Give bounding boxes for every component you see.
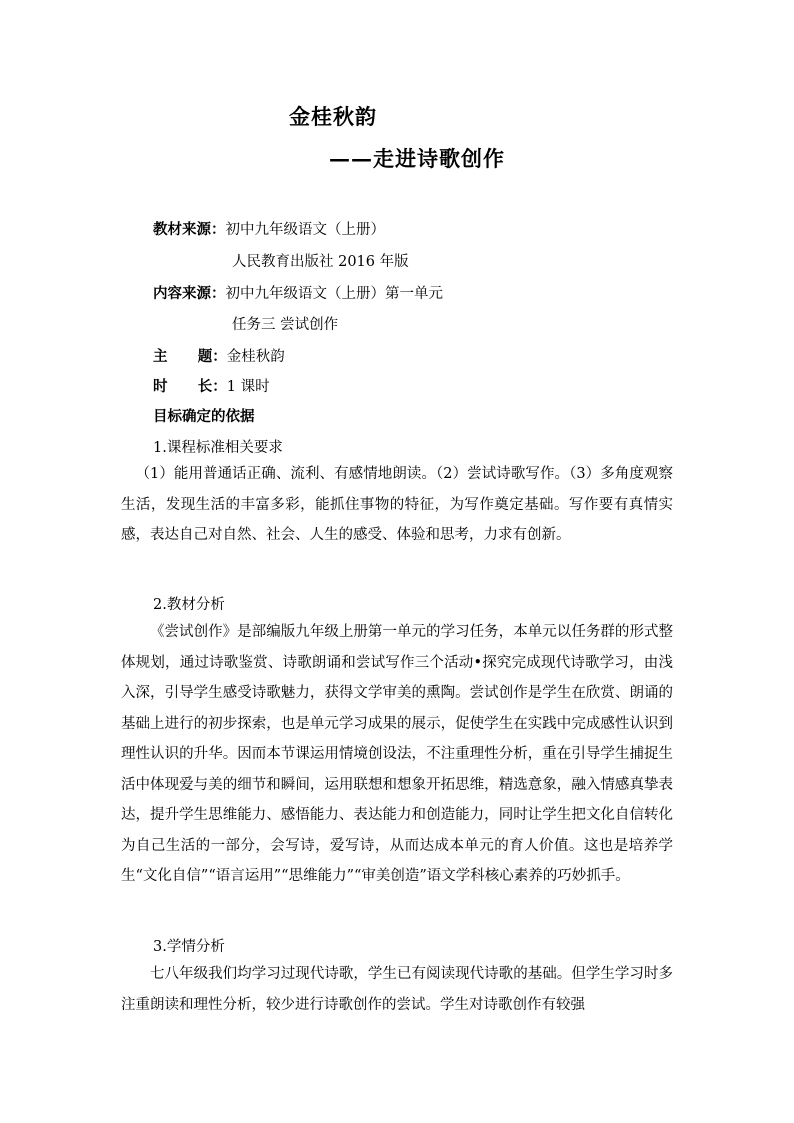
content-task: 任务三 尝试创作 [232,317,339,333]
theme-label: 主 题： [153,348,227,365]
theme-value: 金桂秋韵 [226,349,285,365]
source-label: 教材来源： [153,221,226,238]
paragraph-standards: （1）能用普通话正确、流利、有感情地朗读。（2）尝试诗歌写作。（3）多角度观察生活，发现生活的丰富多彩，能抓住事物的特征，为写作奠定基础。写作要有真情实感，表达自己对自然、社会、人生的感受、体验和思考，力求有创新。 [121,466,673,543]
paragraph-textbook: 《尝试创作》是部编版九年级上册第一单元的学习任务，本单元以任务群的形式整体规划，通过诗歌鉴赏、诗歌朗诵和尝试写作三个活动•探究完成现代诗歌学习，由浅入深，引导学生感受诗歌魅力，获得文学审美的熏陶。尝试创作是学生在欣赏、朗诵的基础上进行的初步探索，也是单元学习成果的展示，促使学生在实践中完成感性认识到理性认识的升华。因而本节课运用情境创设法，不注重理性分析，重在引导学生捕捉生活中体现爱与美的细节和瞬间，运用联想和想象开拓思维，精选意象，融入情感真挚表达，提升学生思维能力、感悟能力、表达能力和创造能力，同时让学生把文化自信转化为自己生活的一部分，会写诗，爱写诗，从而达成本单元的育人价值。这也是培养学生“文化自信”“语言运用”“思维能力”“审美创造”语文学科核心素养的巧妙抓手。 [121,624,673,884]
source-publisher: 人民教育出版社 2016 年版 [232,254,409,270]
paragraph-students: 七八年级我们均学习过现代诗歌，学生已有阅读现代诗歌的基础。但学生学习时多注重朗读和理性分析，较少进行诗歌创作的尝试。学生对诗歌创作有较强 [121,966,673,1013]
subheading-textbook: 2.教材分析 [153,597,225,613]
time-label: 时 长： [153,378,227,395]
time-value: 1 课时 [226,379,270,395]
content-value: 初中九年级语文（上册）第一单元 [225,286,443,302]
source-row [153,218,385,239]
content-row [153,282,443,303]
subheading-standards: 1.课程标准相关要求 [153,440,283,456]
page-title: 金桂秋韵 [289,104,377,129]
page-subtitle: ——走进诗歌创作 [329,146,505,171]
time-row [153,375,270,396]
content-label: 内容来源： [153,285,226,302]
subheading-students: 3.学情分析 [153,939,225,955]
theme-row [153,345,285,366]
source-value: 初中九年级语文（上册） [225,222,385,238]
section-heading: 目标确定的依据 [153,408,255,425]
